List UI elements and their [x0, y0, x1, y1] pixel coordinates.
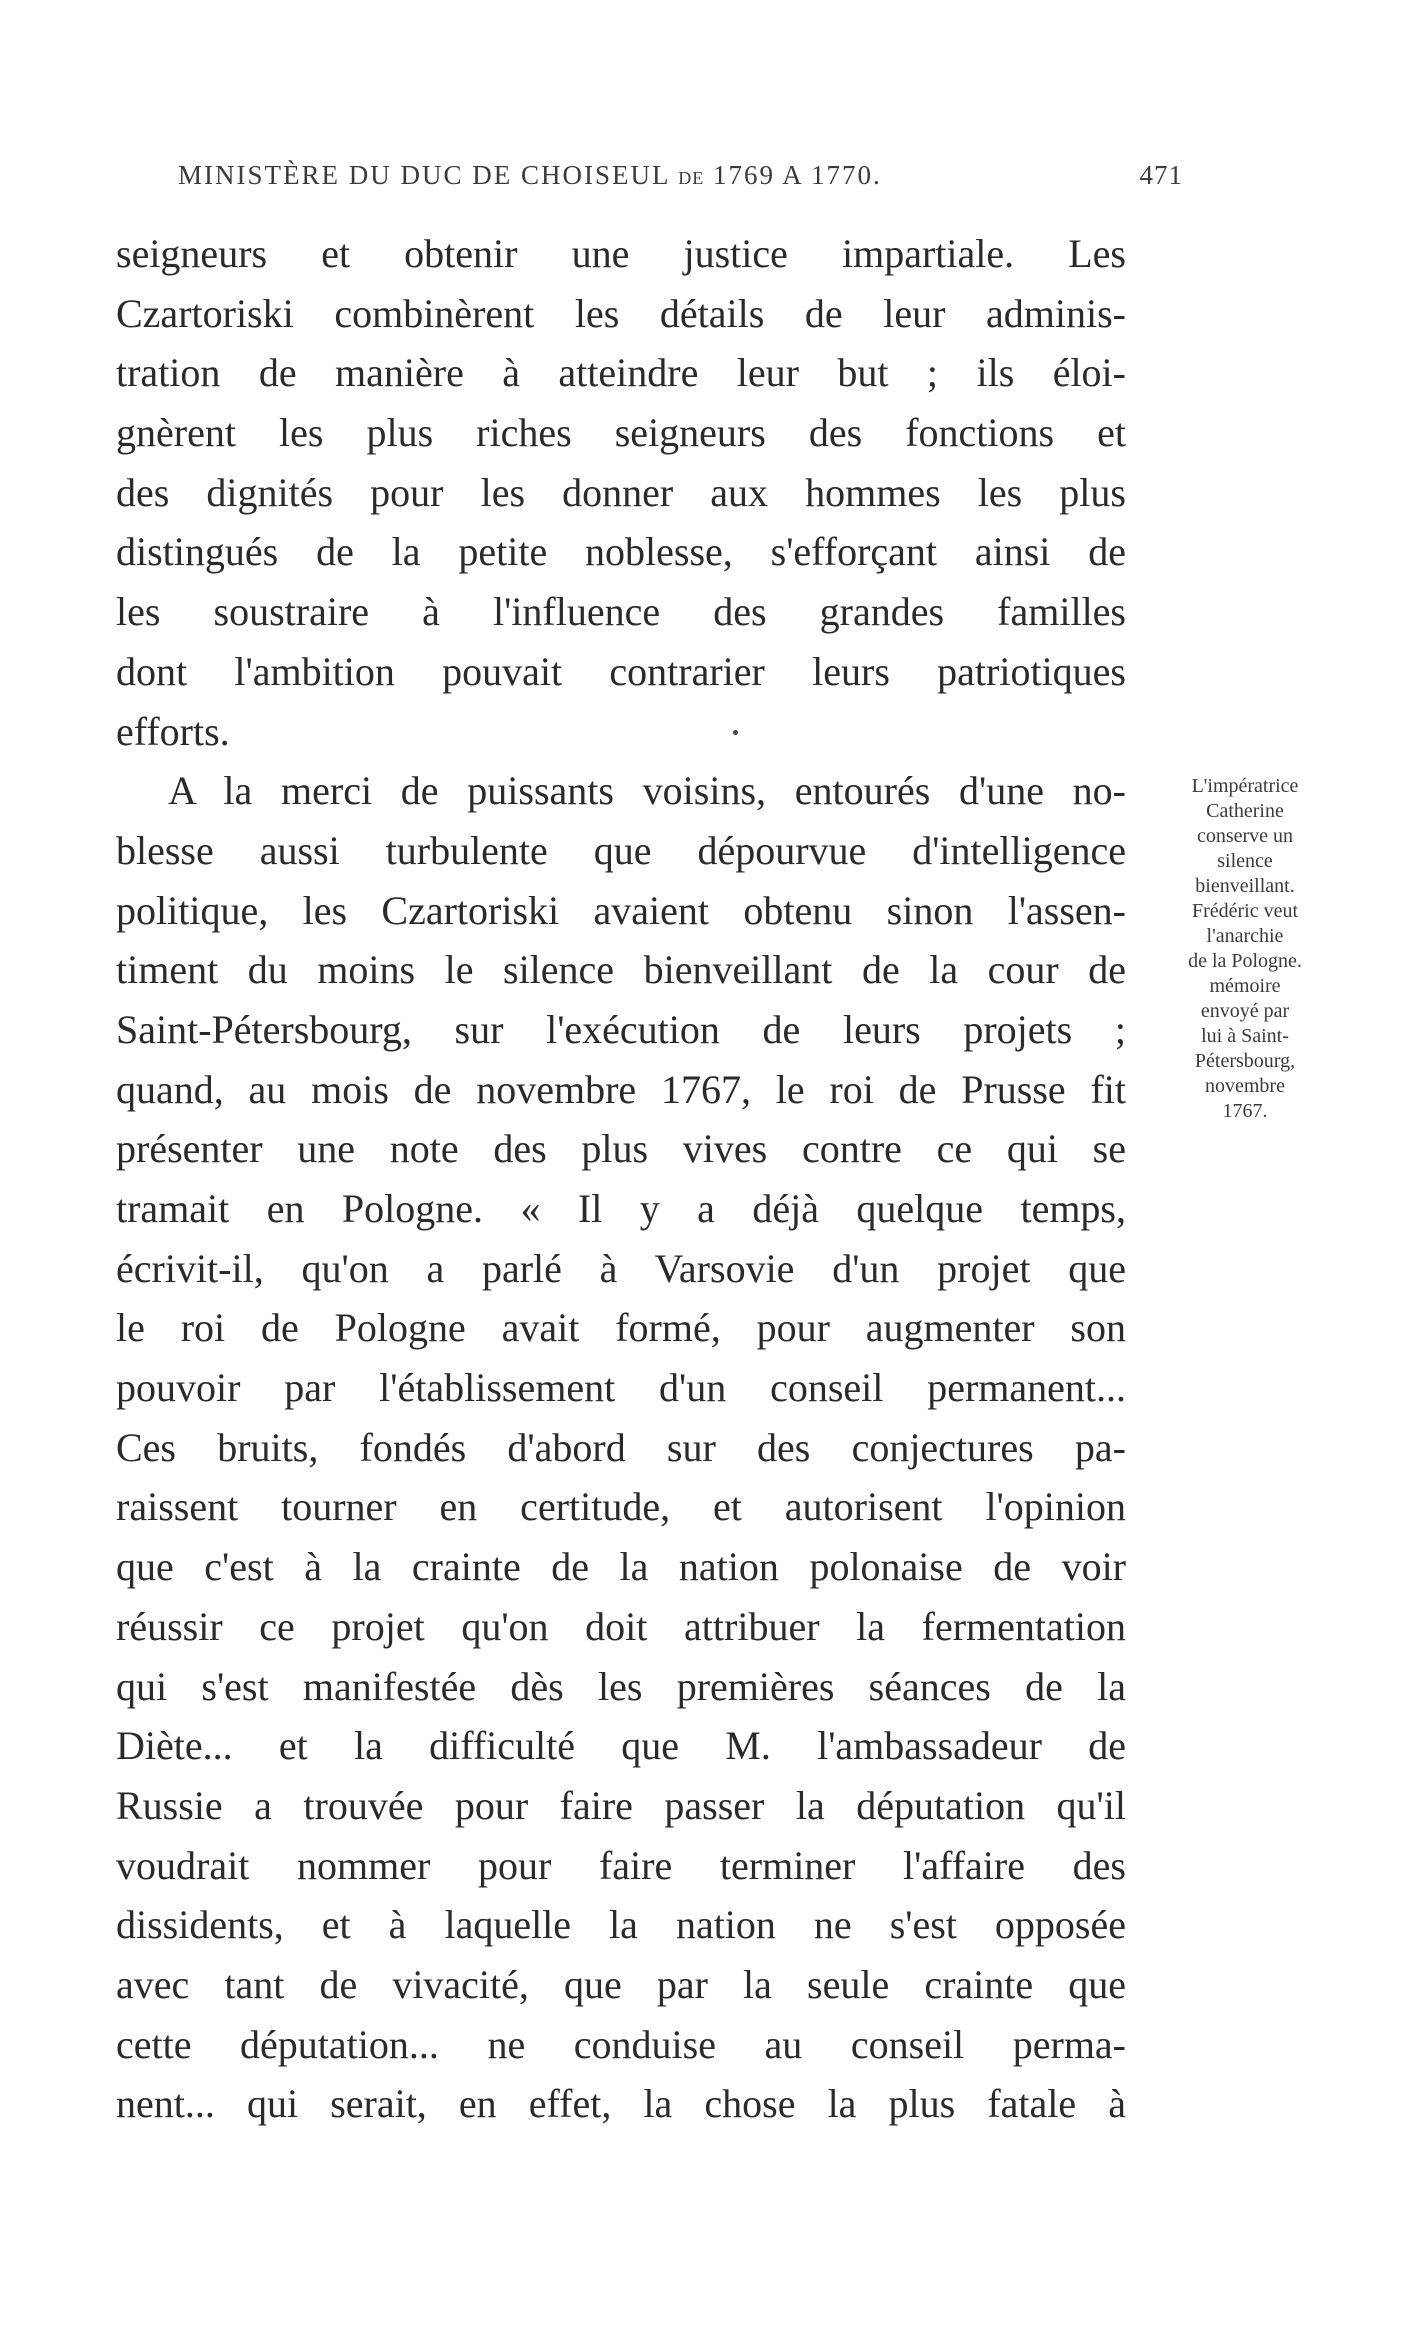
text-line: écrivit-il, qu'on a parlé à Varsovie d'un projet que	[116, 1245, 1126, 1291]
text-line: réussir ce projet qu'on doit attribuer la fermentation	[116, 1603, 1126, 1649]
text-line: timent du moins le silence bienveillant de la cour de	[116, 947, 1126, 993]
text-line: les soustraire à l'influence des grandes familles	[116, 589, 1126, 635]
text-line: tramait en Pologne. « Il y a déjà quelque temps,	[116, 1186, 1126, 1231]
text-line: présenter une note des plus vives contre ce qui se	[116, 1126, 1126, 1172]
marginal-note-line: novembre	[1205, 1075, 1285, 1097]
text-line: quand, au mois de novembre 1767, le roi de Prusse fit	[116, 1066, 1126, 1112]
text-line: voudrait nommer pour faire terminer l'affaire des	[116, 1842, 1126, 1888]
text-line: avec tant de vivacité, que par la seule crainte que	[116, 1961, 1126, 2007]
text-line: nent... qui serait, en effet, la chose la plus fatale à	[116, 2081, 1126, 2127]
running-head-years: 1769 A 1770.	[712, 160, 882, 190]
text-line: Russie a trouvée pour faire passer la députation qu'il	[116, 1782, 1126, 1828]
marginal-note-line: 1767.	[1222, 1100, 1268, 1122]
marginal-note-line: L'impératrice	[1191, 775, 1299, 797]
marginal-note-line: conserve un	[1196, 825, 1294, 847]
marginal-note-line: silence	[1217, 850, 1273, 872]
text-line: politique, les Czartoriski avaient obtenu sinon l'assen-	[116, 887, 1126, 933]
text-line: seigneurs et obtenir une justice impartiale. Les	[116, 231, 1126, 276]
text-line: Ces bruits, fondés d'abord sur des conjectures pa-	[116, 1424, 1126, 1470]
marginal-note-line: l'anarchie	[1206, 925, 1284, 947]
marginal-note-line: mémoire	[1209, 975, 1281, 997]
marginal-note-line: bienveillant.	[1195, 875, 1295, 897]
running-head-de: DE	[678, 168, 705, 188]
text-line: cette députation... ne conduise au conseil perma-	[116, 2021, 1126, 2067]
text-line: des dignités pour les donner aux hommes les plus	[116, 469, 1126, 515]
marginal-note-line: Frédéric veut	[1191, 900, 1299, 922]
chapter-title: MINISTÈRE DU DUC DE CHOISEUL	[178, 160, 670, 190]
marginal-note-line: de la Pologne.	[1188, 950, 1302, 972]
text-line: distingués de la petite noblesse, s'efforçant ainsi de	[116, 529, 1126, 575]
marginal-note-line: Pétersbourg,	[1194, 1050, 1296, 1072]
text-line: Czartoriski combinèrent les détails de leur adminis-	[116, 290, 1126, 336]
marginal-note	[1140, 774, 1350, 1124]
text-line: le roi de Pologne avait formé, pour augmenter son	[116, 1305, 1126, 1351]
text-line: blesse aussi turbulente que dépourvue d'intelligence	[116, 827, 1126, 873]
marginal-note-line: lui à Saint-	[1201, 1025, 1289, 1047]
marginal-note-line: envoyé par	[1200, 1000, 1290, 1022]
text-line: raissent tourner en certitude, et autorisent l'opinion	[116, 1484, 1126, 1530]
body-text	[116, 224, 1126, 2134]
stray-dot-mark	[733, 730, 738, 735]
text-line: pouvoir par l'établissement d'un conseil permanent...	[116, 1365, 1126, 1411]
marginal-note-line: Catherine	[1206, 800, 1284, 822]
text-line: gnèrent les plus riches seigneurs des fonctions et	[116, 410, 1126, 456]
text-line: dissidents, et à laquelle la nation ne s'est opposée	[116, 1902, 1126, 1948]
text-line: Diète... et la difficulté que M. l'ambassadeur de	[116, 1723, 1126, 1769]
text-line: que c'est à la crainte de la nation polonaise de voir	[116, 1544, 1126, 1590]
text-line: Saint-Pétersbourg, sur l'exécution de leurs projets ;	[116, 1006, 1126, 1052]
paragraph-start: A la merci de puissants voisins, entourés d'une no-	[168, 768, 1126, 814]
running-head	[178, 160, 1183, 200]
text-line: efforts.	[116, 708, 230, 754]
page-number: 471	[1139, 160, 1183, 190]
running-head-title	[178, 160, 882, 191]
text-line: dont l'ambition pouvait contrarier leurs patriotiques	[116, 648, 1126, 694]
text-line: tration de manière à atteindre leur but ; ils éloi-	[116, 350, 1126, 396]
text-line: qui s'est manifestée dès les premières séances de la	[116, 1663, 1126, 1709]
